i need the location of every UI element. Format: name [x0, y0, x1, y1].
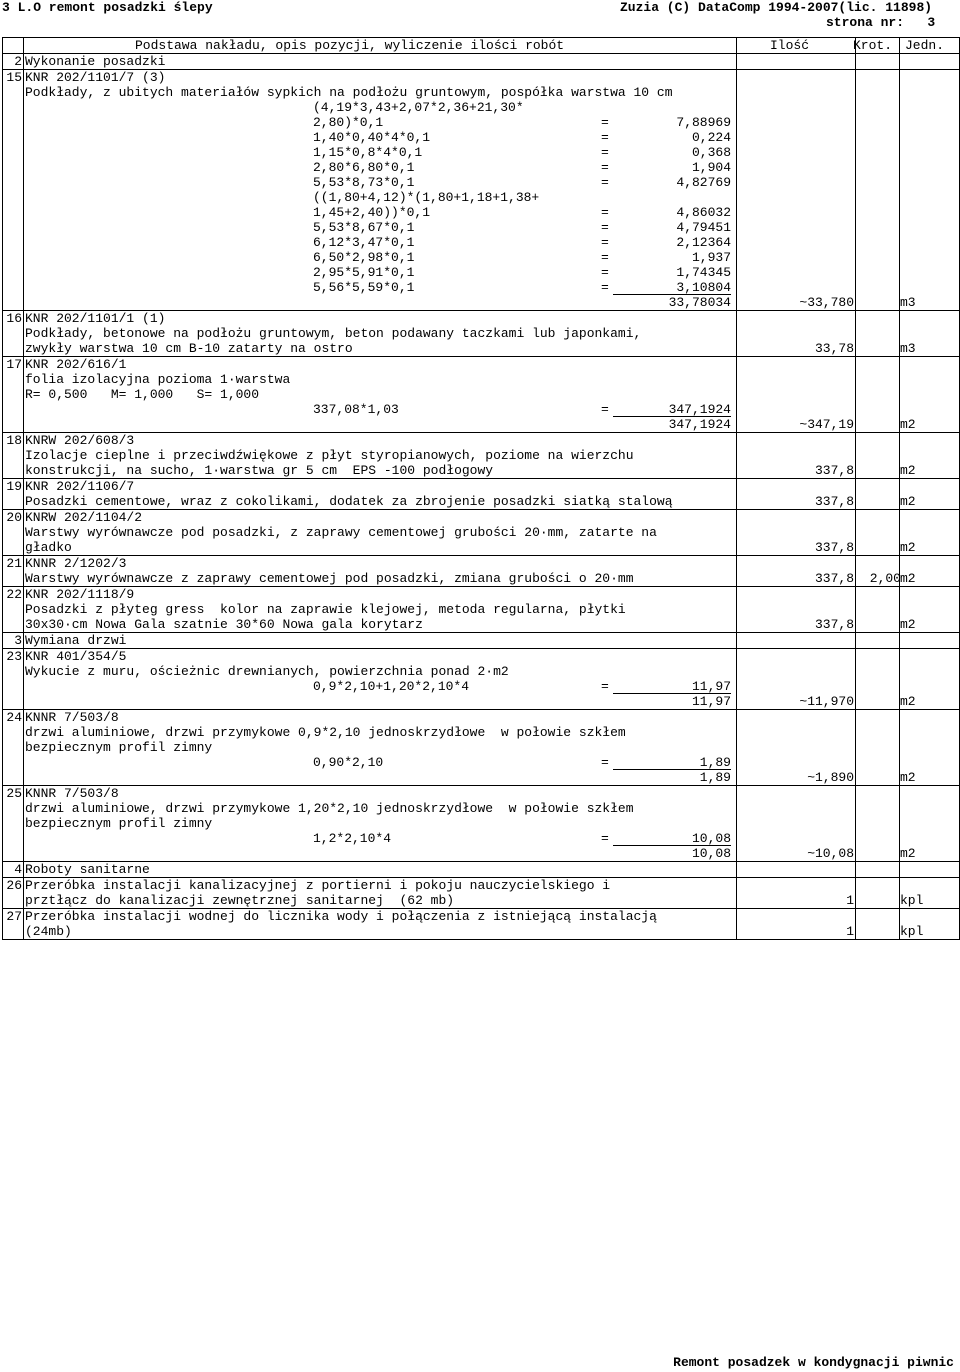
table-row	[3, 250, 959, 265]
item-description: KNR 202/1101/1 (1)	[25, 311, 166, 326]
calculation-result: 3,10804	[613, 280, 731, 295]
column-divider	[23, 38, 24, 939]
equals-sign: =	[601, 115, 609, 130]
calculation-formula: 5,56*5,59*0,1	[313, 280, 415, 295]
table-row	[3, 372, 959, 387]
column-header-unit: Jedn.	[905, 38, 945, 53]
item-unit: m3	[900, 341, 916, 356]
column-divider	[855, 38, 856, 939]
item-description: Warstwy wyrównawcze pod posadzki, z zaprawy cementowej grubości 20·mm, zatarte na	[25, 525, 657, 540]
table-row	[3, 846, 959, 861]
equals-sign: =	[601, 679, 609, 694]
table-row	[3, 295, 959, 310]
item-description: Posadzki z płyteg gress kolor na zaprawie klejowej, metoda regularna, płytki	[25, 602, 626, 617]
table-row	[3, 725, 959, 740]
calculation-formula: 0,90*2,10	[313, 755, 384, 770]
table-row	[3, 755, 959, 770]
footer-title: Remont posadzek w kondygnacji piwnic	[673, 1355, 954, 1370]
table-row	[3, 54, 959, 69]
table-row	[3, 664, 959, 679]
calculation-result: 10,08	[613, 831, 731, 846]
item-unit: m3	[900, 295, 916, 310]
table-row	[3, 85, 959, 100]
item-description: Warstwy wyrównawcze z zaprawy cementowej pod posadzki, zmiana grubości o 20·mm	[25, 571, 634, 586]
item-description: (24mb)	[25, 924, 72, 939]
table-row	[3, 587, 959, 602]
table-row	[3, 633, 959, 648]
equals-sign: =	[601, 265, 609, 280]
software-info: Zuzia (C) DataComp 1994-2007(lic. 11898)	[620, 0, 933, 15]
table-row	[3, 862, 959, 877]
item-description: 30x30·cm Nowa Gala szatnie 30*60 Nowa gala korytarz	[25, 617, 423, 632]
item-quantity: 337,8	[814, 540, 854, 555]
item-quantity: 337,8	[814, 463, 854, 478]
calculation-formula: 2,80*6,80*0,1	[313, 160, 415, 175]
table-row	[3, 433, 959, 448]
calculation-result: 2,12364	[676, 235, 731, 250]
item-quantity: ~11,970	[799, 694, 854, 709]
calculation-result: 1,937	[691, 250, 731, 265]
item-description: KNRW 202/1104/2	[25, 510, 143, 525]
calculation-result: 1,74345	[676, 265, 731, 280]
table-row	[3, 175, 959, 190]
table-row	[3, 70, 959, 85]
item-quantity: ~1,890	[807, 770, 854, 785]
table-row	[3, 160, 959, 175]
equals-sign: =	[601, 175, 609, 190]
column-header-quantity: Ilość	[770, 38, 810, 53]
item-description: KNR 202/616/1	[25, 357, 127, 372]
calculation-result: 4,86032	[676, 205, 731, 220]
equals-sign: =	[601, 220, 609, 235]
table-row	[3, 265, 959, 280]
calculation-result: 1,89	[613, 755, 731, 770]
calculation-result: 347,1924	[613, 402, 731, 417]
table-row	[3, 801, 959, 816]
item-description: Wykucie z muru, ościeżnic drewnianych, powierzchnia ponad 2·m2	[25, 664, 509, 679]
item-description: bezpiecznym profil zimny	[25, 816, 213, 831]
equals-sign: =	[601, 402, 609, 417]
equals-sign: =	[601, 250, 609, 265]
item-quantity: 1	[846, 924, 854, 939]
item-number: 20	[6, 510, 22, 525]
item-description: Podkłady, betonowe na podłożu gruntowym, beton podawany taczkami lub japonkami,	[25, 326, 642, 341]
equals-sign: =	[601, 160, 609, 175]
item-description: R= 0,500 M= 1,000 S= 1,000	[25, 387, 260, 402]
table-row	[3, 816, 959, 831]
table-row	[3, 100, 959, 115]
item-quantity: 337,8	[814, 617, 854, 632]
table-row	[3, 145, 959, 160]
table-row	[3, 710, 959, 725]
item-description: KNNR 2/1202/3	[25, 556, 127, 571]
table-row	[3, 525, 959, 540]
item-description: folia izolacyjna pozioma 1·warstwa	[25, 372, 291, 387]
item-quantity: ~10,08	[807, 846, 854, 861]
item-unit: m2	[900, 571, 916, 586]
item-number: 23	[6, 649, 22, 664]
section-title: Wykonanie posadzki	[25, 54, 166, 69]
item-number: 19	[6, 479, 22, 494]
table-row	[3, 602, 959, 617]
calculation-formula: 1,15*0,8*4*0,1	[313, 145, 423, 160]
table-row	[3, 831, 959, 846]
item-unit: m2	[900, 846, 916, 861]
item-description: KNNR 7/503/8	[25, 710, 119, 725]
table-row	[3, 893, 959, 908]
calculation-formula: 5,53*8,73*0,1	[313, 175, 415, 190]
item-number: 17	[6, 357, 22, 372]
table-row	[3, 786, 959, 801]
item-number: 27	[6, 909, 22, 924]
section-title: Roboty sanitarne	[25, 862, 150, 877]
item-description: Posadzki cementowe, wraz z cokolikami, dodatek za zbrojenie posadzki siatką stalową	[25, 494, 673, 509]
calculation-result: 0,368	[691, 145, 731, 160]
item-unit: m2	[900, 694, 916, 709]
item-description: zwykły warstwa 10 cm B-10 zatarty na ostro	[25, 341, 353, 356]
table-row	[3, 341, 959, 356]
table-row	[3, 571, 959, 586]
table-row	[3, 679, 959, 694]
equals-sign: =	[601, 280, 609, 295]
item-quantity: ~33,780	[799, 295, 854, 310]
calculation-formula: 1,2*2,10*4	[313, 831, 392, 846]
table-row	[3, 402, 959, 417]
table-row	[3, 280, 959, 295]
item-unit: kpl	[900, 893, 924, 908]
table-row	[3, 617, 959, 632]
column-header-price: Krot.	[853, 38, 893, 53]
item-description: KNNR 7/503/8	[25, 786, 119, 801]
column-divider	[899, 38, 900, 939]
calculation-result: 7,88969	[676, 115, 731, 130]
item-description: bezpiecznym profil zimny	[25, 740, 213, 755]
item-number: 2	[14, 54, 22, 69]
calculation-result: 4,82769	[676, 175, 731, 190]
table-row	[3, 510, 959, 525]
calculation-result: 10,08	[691, 846, 731, 861]
item-unit: m2	[900, 617, 916, 632]
calculation-result: 347,1924	[668, 417, 731, 432]
table-row	[3, 235, 959, 250]
item-quantity: 337,8	[814, 571, 854, 586]
table-row	[3, 417, 959, 432]
calculation-result: 4,79451	[676, 220, 731, 235]
item-multiplier: 2,00	[869, 571, 901, 586]
item-description: drzwi aluminiowe, drzwi przymykowe 0,9*2,10 jednoskrzydłowe w połowie szkłem	[25, 725, 626, 740]
item-number: 4	[14, 862, 22, 877]
calculation-result: 1,89	[699, 770, 731, 785]
section-title: Wymiana drzwi	[25, 633, 127, 648]
equals-sign: =	[601, 755, 609, 770]
item-description: KNR 202/1106/7	[25, 479, 135, 494]
table-row	[3, 878, 959, 893]
calculation-formula: (4,19*3,43+2,07*2,36+21,30*	[313, 100, 524, 115]
table-row	[3, 770, 959, 785]
calculation-formula: 1,45+2,40))*0,1	[313, 205, 431, 220]
item-number: 3	[14, 633, 22, 648]
item-unit: m2	[900, 540, 916, 555]
table-row	[3, 130, 959, 145]
document-title: 3 L.O remont posadzki ślepy	[2, 0, 213, 15]
item-description: konstrukcji, na sucho, 1·warstwa gr 5 cm EPS -100 podłogowy	[25, 463, 494, 478]
item-number: 15	[6, 70, 22, 85]
table-row	[3, 694, 959, 709]
table-row	[3, 115, 959, 130]
table-header-row	[3, 38, 959, 53]
item-description: Izolacje cieplne i przeciwdźwiękowe z płyt styropianowych, poziome na wierzchu	[25, 448, 634, 463]
estimate-table	[2, 37, 960, 940]
table-row	[3, 448, 959, 463]
item-description: KNR 401/354/5	[25, 649, 127, 664]
table-row	[3, 357, 959, 372]
equals-sign: =	[601, 235, 609, 250]
item-number: 16	[6, 311, 22, 326]
calculation-formula: 1,40*0,40*4*0,1	[313, 130, 431, 145]
calculation-result: 0,224	[691, 130, 731, 145]
table-row	[3, 190, 959, 205]
table-row	[3, 387, 959, 402]
item-description: drzwi aluminiowe, drzwi przymykowe 1,20*2,10 jednoskrzydłowe w połowie szkłem	[25, 801, 634, 816]
item-quantity: 1	[846, 893, 854, 908]
table-row	[3, 326, 959, 341]
item-number: 18	[6, 433, 22, 448]
item-quantity: ~347,19	[799, 417, 854, 432]
calculation-formula: 337,08*1,03	[313, 402, 399, 417]
item-description: gładko	[25, 540, 72, 555]
item-unit: m2	[900, 494, 916, 509]
item-number: 25	[6, 786, 22, 801]
table-row	[3, 205, 959, 220]
item-description: Przeróbka instalacji kanalizacyjnej z portierni i pokoju nauczycielskiego i	[25, 878, 611, 893]
column-header-description: Podstawa nakładu, opis pozycji, wyliczenie ilości robót	[135, 38, 565, 53]
item-number: 21	[6, 556, 22, 571]
table-row	[3, 494, 959, 509]
table-row	[3, 479, 959, 494]
calculation-formula: 6,50*2,98*0,1	[313, 250, 415, 265]
item-number: 24	[6, 710, 22, 725]
item-description: Przeróbka instalacji wodnej do licznika wody i połączenia z istniejącą instalacją	[25, 909, 657, 924]
calculation-formula: 0,9*2,10+1,20*2,10*4	[313, 679, 470, 694]
equals-sign: =	[601, 205, 609, 220]
equals-sign: =	[601, 130, 609, 145]
item-description: prztłącz do kanalizacji zewnętrznej sanitarnej (62 mb)	[25, 893, 455, 908]
item-description: KNRW 202/608/3	[25, 433, 135, 448]
calculation-result: 11,97	[613, 679, 731, 694]
calculation-result: 11,97	[691, 694, 731, 709]
item-number: 26	[6, 878, 22, 893]
calculation-formula: 2,95*5,91*0,1	[313, 265, 415, 280]
item-unit: m2	[900, 417, 916, 432]
calculation-result: 33,78034	[668, 295, 731, 310]
item-number: 22	[6, 587, 22, 602]
item-description: KNR 202/1118/9	[25, 587, 135, 602]
equals-sign: =	[601, 831, 609, 846]
column-divider	[736, 38, 737, 939]
item-description: Podkłady, z ubitych materiałów sypkich na podłożu gruntowym, pospółka warstwa 10 cm	[25, 85, 673, 100]
table-row	[3, 909, 959, 924]
calculation-formula: ((1,80+4,12)*(1,80+1,18+1,38+	[313, 190, 540, 205]
table-row	[3, 463, 959, 478]
item-description: KNR 202/1101/7 (3)	[25, 70, 166, 85]
table-row	[3, 740, 959, 755]
calculation-formula: 6,12*3,47*0,1	[313, 235, 415, 250]
item-quantity: 337,8	[814, 494, 854, 509]
equals-sign: =	[601, 145, 609, 160]
table-row	[3, 540, 959, 555]
calculation-formula: 2,80)*0,1	[313, 115, 384, 130]
table-row	[3, 649, 959, 664]
item-unit: m2	[900, 463, 916, 478]
calculation-formula: 5,53*8,67*0,1	[313, 220, 415, 235]
table-row	[3, 311, 959, 326]
table-row	[3, 220, 959, 235]
table-row	[3, 556, 959, 571]
page-number-label: strona nr: 3	[826, 15, 936, 30]
calculation-result: 1,904	[691, 160, 731, 175]
table-row	[3, 924, 959, 939]
item-unit: m2	[900, 770, 916, 785]
item-quantity: 33,78	[814, 341, 854, 356]
item-unit: kpl	[900, 924, 924, 939]
